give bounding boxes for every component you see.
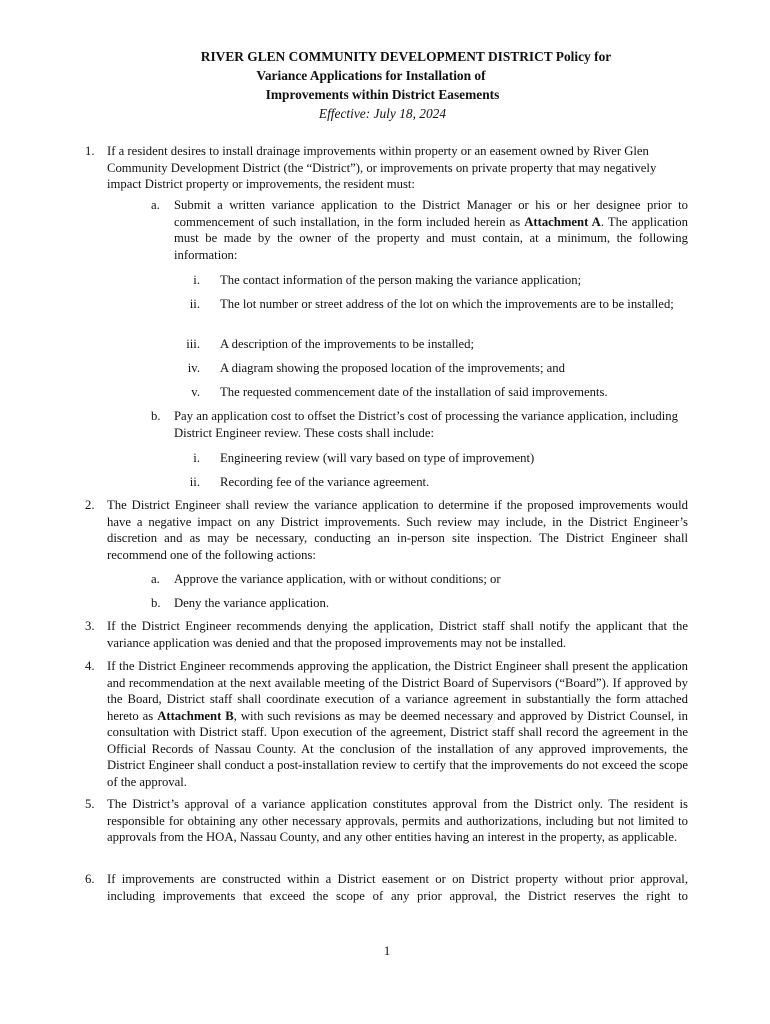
roman-text: The contact information of the person making the variance application;	[220, 273, 582, 287]
attachment-a-ref: Attachment A	[524, 214, 601, 229]
roman-numeral: i.	[193, 451, 200, 465]
item-text: The District’s approval of a variance application constitutes approval from the District only. The resident is responsible for obtaining any other necessary approvals, permits and authorizations, including but not limited to approvals from the HOA, Nassau County, and any other entities having an interest in the property, as applicable.	[107, 797, 688, 844]
roman-numeral: i.	[193, 273, 200, 287]
title-line-1: RIVER GLEN COMMUNITY DEVELOPMENT DISTRICT Policy for	[200, 49, 612, 64]
roman-numeral: iv.	[187, 361, 200, 375]
roman-text: A description of the improvements to be installed;	[220, 337, 475, 351]
item-text: The District Engineer shall review the variance application to determine if the proposed improvements would have a negative impact on any District improvements. Such review may include, in the District Engineer’s discretion and as may be necessary, conducting an in-person site inspection. The District Engineer shall recommend one of the following actions:	[107, 498, 688, 562]
item-number: 2.	[85, 498, 95, 512]
item-text: If the District Engineer recommends approving the application, the District Engineer shall present the application and recommendation at the next available meeting of the District Board of Supervisors (“Board”). If approved by the Board, District staff shall coordinate execution of a variance agreement in substantially the form attached hereto as Attachment B, with such revisions as may be deemed necessary and approved by District Counsel, in consultation with District staff. Upon execution of the agreement, District staff shall record the agreement in the Official Records of Nassau County. At the conclusion of the installation of any approved improvements, the District Engineer shall conduct a post-installation review to certify that the improvements do not exceed the scope of the approval.	[107, 659, 688, 789]
roman-text: The requested commencement date of the installation of said improvements.	[220, 385, 608, 399]
roman-text: Recording fee of the variance agreement.	[220, 475, 430, 489]
title-line-2: Variance Applications for Installation of	[256, 68, 486, 83]
item-number: 6.	[85, 872, 95, 886]
title-line-3: Improvements within District Easements	[265, 87, 500, 102]
effective-date: Effective: July 18, 2024	[318, 106, 447, 121]
roman-text: Engineering review (will vary based on type of improvement)	[220, 451, 535, 465]
item-text: If improvements are constructed within a District easement or on District property without prior approval, including improvements that exceed the scope of any prior approval, the District reserves the right to	[107, 872, 688, 903]
sub-item-letter: b.	[151, 409, 161, 423]
document-title	[0, 47, 770, 123]
sub-item-letter: a.	[151, 572, 160, 586]
page-number: 1	[383, 944, 391, 958]
sub-item-letter: b.	[151, 596, 161, 610]
item-number: 4.	[85, 659, 95, 673]
sub-item-text: Submit a written variance application to the District Manager or his or her designee prior to commencement of such installation, in the form included herein as Attachment A. The application must be made by the owner of the property and must contain, at a minimum, the following information:	[174, 198, 688, 262]
item-text: If the District Engineer recommends denying the application, District staff shall notify the applicant that the variance application was denied and that the proposed improvements may not be installed.	[107, 619, 688, 650]
item-number: 3.	[85, 619, 95, 633]
sub-item-text: Deny the variance application.	[174, 596, 330, 610]
item-number: 5.	[85, 797, 95, 811]
sub-item-letter: a.	[151, 198, 160, 212]
sub-item-text: Approve the variance application, with or without conditions; or	[174, 572, 501, 586]
roman-numeral: ii.	[189, 297, 200, 311]
attachment-b-ref: Attachment B	[157, 708, 234, 723]
roman-numeral: iii.	[186, 337, 200, 351]
roman-text: A diagram showing the proposed location of the improvements; and	[220, 361, 565, 375]
roman-numeral: v.	[191, 385, 200, 399]
roman-numeral: ii.	[189, 475, 200, 489]
item-number: 1.	[85, 144, 95, 158]
item-text: If a resident desires to install drainage improvements within property or an easement owned by River Glen Community Development District (the “District”), or improvements on private property that may negatively impact District property or improvements, the resident must:	[107, 144, 657, 191]
sub-item-text: Pay an application cost to offset the District’s cost of processing the variance application, including District Engineer review. These costs shall include:	[174, 409, 678, 440]
roman-text: The lot number or street address of the lot on which the improvements are to be installed;	[220, 297, 674, 311]
